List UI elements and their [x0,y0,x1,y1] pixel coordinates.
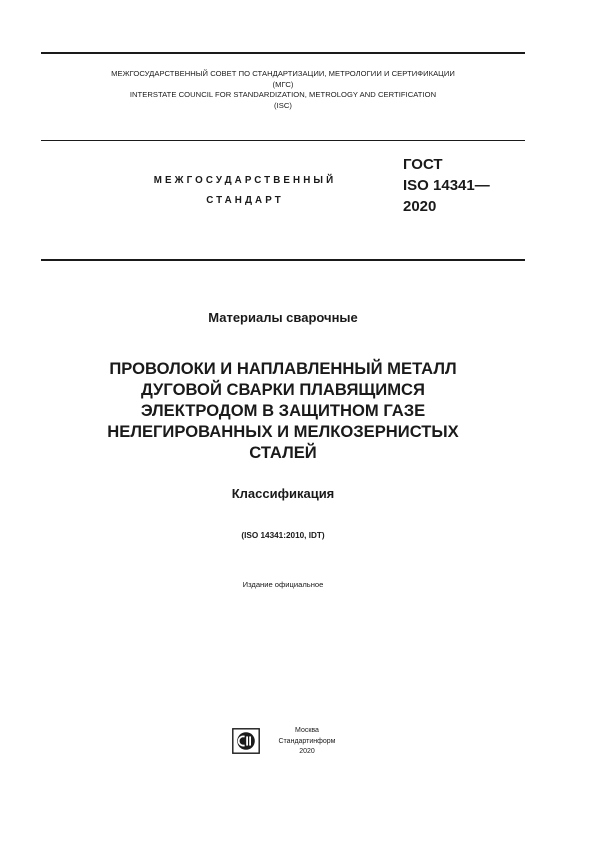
document-group-title: Материалы сварочные [208,310,358,325]
council-name-ru: МЕЖГОСУДАРСТВЕННЫЙ СОВЕТ ПО СТАНДАРТИЗАЦИИ, МЕТРОЛОГИИ И СЕРТИФИКАЦИИ [111,69,455,78]
header-rule-top [41,52,525,54]
council-name-en: INTERSTATE COUNCIL FOR STANDARDIZATION, METROLOGY AND CERTIFICATION [129,90,437,100]
main-title-line-5: СТАЛЕЙ [249,443,317,462]
publisher-year: 2020 [299,748,315,755]
main-title-line-1: ПРОВОЛОКИ И НАПЛАВЛЕННЫЙ МЕТАЛЛ [109,359,457,378]
main-title-line-2: ДУГОВОЙ СВАРКИ ПЛАВЯЩИМСЯ [141,380,425,399]
header-rule-middle [41,140,525,141]
publisher-block [262,726,352,758]
header-rule-bottom [41,259,525,261]
council-abbr-en: (ISC) [274,100,292,110]
document-main-title [41,358,525,463]
standard-number-line-1: ГОСТ [403,156,443,173]
publisher-name: Стандартинформ [278,737,336,745]
council-header [41,69,525,111]
main-title-line-3: ЭЛЕКТРОДОМ В ЗАЩИТНОМ ГАЗЕ [140,401,426,420]
standard-number-line-3: 2020 [403,198,437,215]
publisher-city: Москва [295,727,319,734]
standard-designation [100,171,390,211]
designation-line-2: СТАНДАРТ [206,195,284,206]
standartinform-logo-icon [232,728,260,754]
document-subtitle: Классификация [231,486,335,501]
designation-line-1: МЕЖГОСУДАРСТВЕННЫЙ [153,175,337,186]
main-title-line-4: НЕЛЕГИРОВАННЫХ И МЕЛКОЗЕРНИСТЫХ [107,422,459,441]
standard-number [403,154,490,217]
iso-reference: (ISO 14341:2010, IDT) [241,531,325,540]
standard-number-line-2: ISO 14341— [403,177,490,194]
edition-note: Издание официальное [242,580,324,589]
council-abbr-ru: (МГС) [272,79,294,89]
